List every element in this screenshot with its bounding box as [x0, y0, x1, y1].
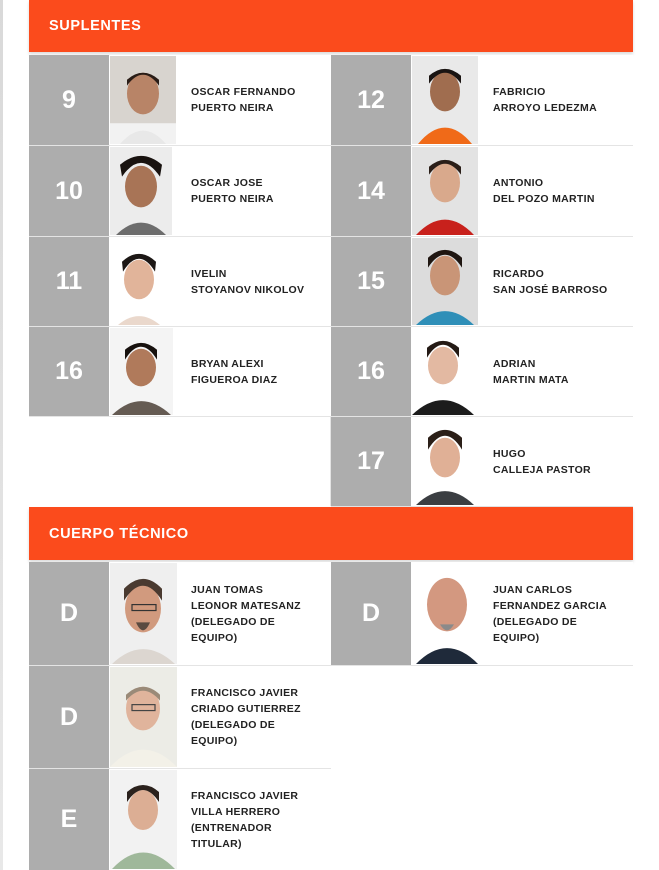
staff-name: JUAN TOMAS LEONOR MATESANZ (DELEGADO DE EQUIPO) [191, 583, 301, 644]
player-photo-icon [412, 328, 474, 415]
player-number: 17 [331, 417, 411, 506]
staff-photo-icon [110, 770, 177, 869]
staff-name: FRANCISCO JAVIER CRIADO GUTIERREZ (DELEGADO DE EQUIPO) [191, 687, 301, 747]
staff-role-letter: E [29, 769, 109, 870]
player-name: FABRICIO ARROYO LEDEZMA [493, 86, 597, 114]
player-card[interactable] [331, 146, 633, 237]
player-name: IVELIN STOYANOV NIKOLOV [191, 267, 305, 296]
player-name: ANTONIO DEL POZO MARTIN [493, 177, 595, 205]
player-name: OSCAR JOSE PUERTO NEIRA [191, 177, 274, 205]
player-card[interactable] [331, 55, 633, 146]
staff-photo-icon [412, 563, 482, 664]
player-card[interactable] [331, 237, 633, 327]
player-number: 9 [29, 55, 109, 145]
player-name: OSCAR FERNANDO PUERTO NEIRA [191, 86, 296, 114]
player-number: 16 [331, 327, 411, 416]
staff-card[interactable] [331, 562, 633, 666]
player-photo-icon [412, 147, 478, 235]
section-title: CUERPO TÉCNICO [49, 525, 189, 542]
staff-role-letter: D [29, 666, 109, 768]
player-photo-icon [412, 238, 478, 325]
staff-role-letter: D [29, 562, 109, 665]
player-number: 15 [331, 237, 411, 326]
staff-photo-icon [110, 563, 177, 664]
player-card[interactable] [29, 237, 331, 327]
staff-card[interactable] [29, 666, 331, 769]
player-photo-icon [110, 56, 176, 144]
player-number: 12 [331, 55, 411, 145]
page-left-edge [0, 0, 3, 870]
player-photo-icon [110, 147, 172, 235]
player-name: ADRIAN MARTIN MATA [493, 357, 569, 386]
player-name: RICARDO SAN JOSÉ BARROSO [493, 267, 608, 296]
player-photo-icon [412, 56, 478, 144]
staff-card[interactable] [29, 769, 331, 870]
player-number: 11 [29, 237, 109, 326]
staff-name: JUAN CARLOS FERNANDEZ GARCIA (DELEGADO DE EQUIPO) [493, 583, 607, 644]
section-title: SUPLENTES [49, 18, 142, 34]
player-card[interactable] [29, 146, 331, 237]
player-photo-icon [110, 238, 168, 325]
staff-name: FRANCISCO JAVIER VILLA HERRERO (ENTRENADOR TITULAR) [191, 789, 299, 850]
player-number: 14 [331, 146, 411, 236]
player-photo-icon [412, 418, 478, 505]
player-photo-icon [110, 328, 173, 415]
player-card[interactable] [331, 327, 633, 417]
section-header-suplentes [29, 0, 633, 52]
player-name: HUGO CALLEJA PASTOR [493, 447, 591, 476]
player-number: 10 [29, 146, 109, 236]
player-name: BRYAN ALEXI FIGUEROA DIAZ [191, 357, 278, 386]
player-card[interactable] [29, 55, 331, 146]
player-number: 16 [29, 327, 109, 416]
staff-photo-icon [110, 667, 177, 767]
staff-card[interactable] [29, 562, 331, 666]
section-header-cuerpo-tecnico [29, 507, 633, 560]
staff-role-letter: D [331, 562, 411, 665]
player-card[interactable] [331, 417, 633, 507]
player-card[interactable] [29, 327, 331, 417]
